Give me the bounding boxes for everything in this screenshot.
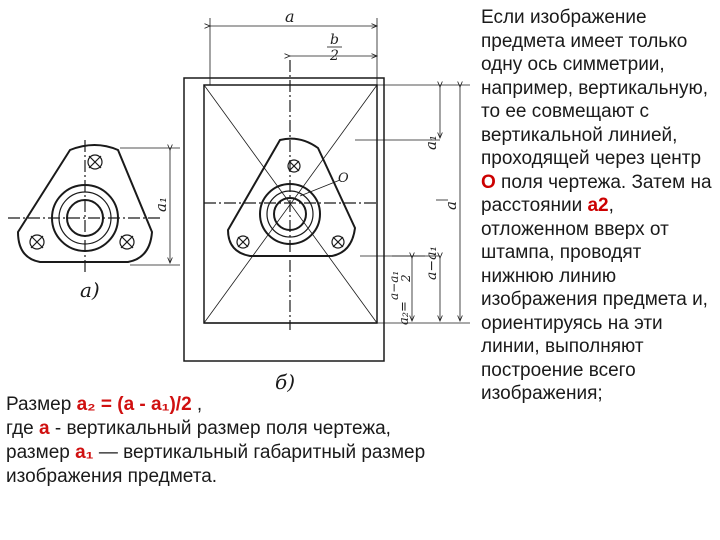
dim-label-a2: a₂= <box>397 301 412 325</box>
explanation-part1: Если изображение предмета имеет только одну ось симметрии, например, вертикальную, то ее совмещают с вертикальной линией, проходящей через центр <box>481 7 708 169</box>
explanation-text <box>481 6 717 540</box>
dim-label-a-right: a <box>442 201 460 210</box>
explanation-a2: а2 <box>587 195 609 216</box>
formula-line2-rest: - вертикальный размер поля чертежа, размер <box>6 418 391 463</box>
explanation-part2: поля чертежа. Затем на расстоянии <box>481 171 712 216</box>
dim-label-a-minus-a1: a−a₁ <box>424 245 440 280</box>
dim-label-a-top: a <box>285 7 295 26</box>
center-label-o: O <box>338 171 349 186</box>
figure-label-b: б) <box>275 370 296 394</box>
drawing-field-b <box>184 18 470 361</box>
formula-line2-end: — вертикальный габаритный размер изображения предмета. <box>6 442 426 487</box>
explanation-part3: , отложенном вверх от штампа, проводят нижнюю линию изображения предмета и, ориентируясь на эти линии, выполняют построение всего изображения; <box>481 195 708 404</box>
formula-a-letter: a <box>39 418 50 439</box>
explanation-o-letter: О <box>481 171 496 193</box>
dim-label-a2-num: a−a₁ <box>387 270 401 300</box>
formula-a1-letter: a₁ <box>75 442 94 463</box>
dim-label-a1-left: a₁ <box>152 197 170 212</box>
figure-label-a: а) <box>80 278 100 302</box>
dim-label-a2-den: 2 <box>399 274 413 282</box>
formula-prefix: Размер <box>6 394 77 415</box>
formula-line2-prefix: где <box>6 418 40 439</box>
technical-drawing <box>0 0 470 385</box>
dim-label-a1-right: a₁ <box>422 135 440 150</box>
dim-label-b-num: b <box>330 32 339 48</box>
formula-suffix: , <box>191 394 203 415</box>
formula-a2-expression: a₂ = (a - a₁)/2 <box>76 394 192 415</box>
formula-text <box>6 393 446 489</box>
dim-label-b-den: 2 <box>330 48 339 64</box>
